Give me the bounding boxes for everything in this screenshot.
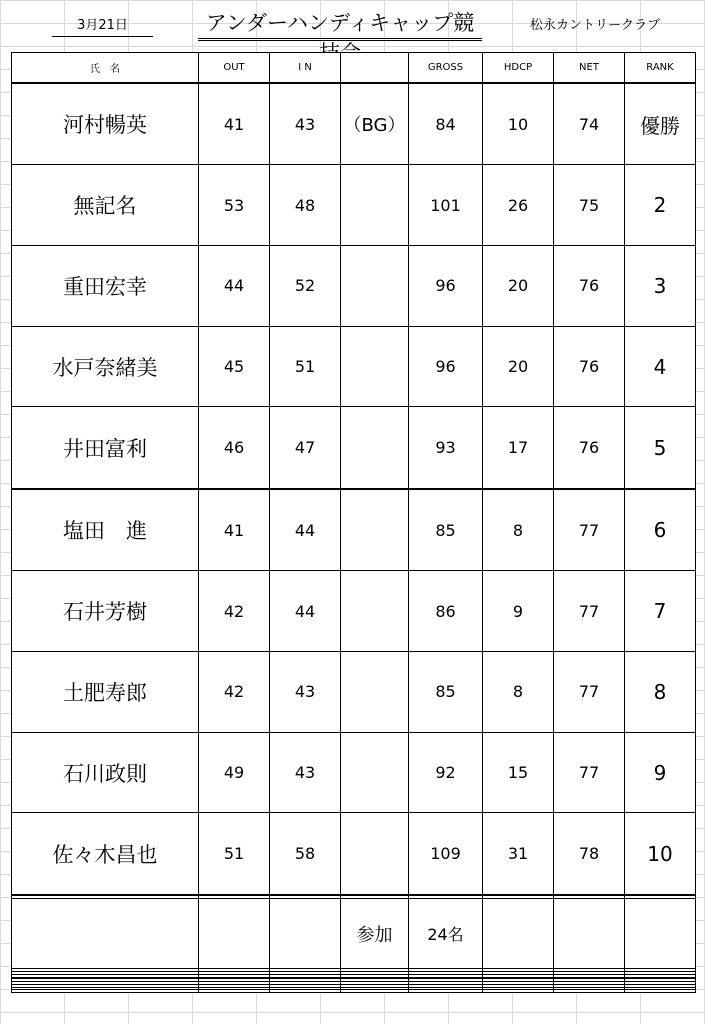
column-header-hdcp: HDCP — [483, 53, 554, 84]
column-header-note — [341, 53, 409, 84]
net-score: 77 — [554, 571, 625, 652]
net-score: 76 — [554, 407, 625, 489]
date-label: 3月21日 — [52, 16, 153, 37]
net-score: 78 — [554, 813, 625, 895]
out-score: 46 — [199, 407, 270, 489]
table-row — [12, 489, 696, 571]
net-score: 75 — [554, 165, 625, 246]
participants-label: 参加 — [341, 899, 409, 969]
player-name: 石井芳樹 — [12, 571, 199, 652]
net-score: 77 — [554, 489, 625, 571]
empty-row — [12, 990, 696, 993]
out-score: 51 — [199, 813, 270, 895]
note-cell — [341, 326, 409, 407]
hdcp-value: 31 — [483, 813, 554, 895]
note-cell — [341, 813, 409, 895]
hdcp-value: 26 — [483, 165, 554, 246]
table-row — [12, 571, 696, 652]
note-cell — [341, 165, 409, 246]
player-name: 水戸奈緒美 — [12, 326, 199, 407]
table-row — [12, 165, 696, 246]
out-score: 53 — [199, 165, 270, 246]
out-score: 44 — [199, 246, 270, 327]
rank-value: 4 — [625, 326, 696, 407]
gross-score: 85 — [409, 489, 483, 571]
net-score: 76 — [554, 246, 625, 327]
participants-count: 24名 — [409, 899, 483, 969]
player-name: 井田富利 — [12, 407, 199, 489]
note-cell — [341, 407, 409, 489]
rank-value: 10 — [625, 813, 696, 895]
rank-value: 8 — [625, 652, 696, 733]
net-score: 77 — [554, 652, 625, 733]
in-score: 51 — [270, 326, 341, 407]
table-header-row — [12, 53, 696, 84]
column-header-net: NET — [554, 53, 625, 84]
gross-score: 85 — [409, 652, 483, 733]
hdcp-value: 17 — [483, 407, 554, 489]
note-cell — [341, 571, 409, 652]
out-score: 49 — [199, 732, 270, 813]
hdcp-value: 8 — [483, 489, 554, 571]
table-row — [12, 652, 696, 733]
rank-value: 7 — [625, 571, 696, 652]
in-score: 43 — [270, 732, 341, 813]
in-score: 44 — [270, 571, 341, 652]
gross-score: 109 — [409, 813, 483, 895]
hdcp-value: 15 — [483, 732, 554, 813]
table-row — [12, 813, 696, 895]
gross-score: 84 — [409, 83, 483, 165]
column-header-rank: RANK — [625, 53, 696, 84]
rank-value: 優勝 — [625, 83, 696, 165]
out-score: 41 — [199, 83, 270, 165]
note-cell — [341, 246, 409, 327]
rank-value: 3 — [625, 246, 696, 327]
player-name: 土肥寿郎 — [12, 652, 199, 733]
player-name: 河村暢英 — [12, 83, 199, 165]
rank-value: 9 — [625, 732, 696, 813]
hdcp-value: 8 — [483, 652, 554, 733]
rank-value: 2 — [625, 165, 696, 246]
column-header-name: 氏 名 — [12, 53, 199, 84]
rank-value: 6 — [625, 489, 696, 571]
gross-score: 101 — [409, 165, 483, 246]
table-row — [12, 246, 696, 327]
hdcp-value: 10 — [483, 83, 554, 165]
hdcp-value: 20 — [483, 246, 554, 327]
table-row — [12, 326, 696, 407]
gross-score: 96 — [409, 246, 483, 327]
column-header-out: OUT — [199, 53, 270, 84]
in-score: 43 — [270, 652, 341, 733]
net-score: 76 — [554, 326, 625, 407]
out-score: 45 — [199, 326, 270, 407]
note-cell — [341, 732, 409, 813]
player-name: 塩田 進 — [12, 489, 199, 571]
net-score: 77 — [554, 732, 625, 813]
net-score: 74 — [554, 83, 625, 165]
out-score: 42 — [199, 571, 270, 652]
gross-score: 93 — [409, 407, 483, 489]
results-table — [11, 52, 696, 993]
column-header-in: I N — [270, 53, 341, 84]
table-row — [12, 732, 696, 813]
note-cell — [341, 652, 409, 733]
note-cell: （BG） — [341, 83, 409, 165]
table-row — [12, 83, 696, 165]
in-score: 58 — [270, 813, 341, 895]
page-title: アンダーハンディキャップ競 — [198, 8, 482, 41]
gross-score: 92 — [409, 732, 483, 813]
gross-score: 86 — [409, 571, 483, 652]
player-name: 重田宏幸 — [12, 246, 199, 327]
column-header-gross: GROSS — [409, 53, 483, 84]
out-score: 42 — [199, 652, 270, 733]
in-score: 44 — [270, 489, 341, 571]
rank-value: 5 — [625, 407, 696, 489]
gross-score: 96 — [409, 326, 483, 407]
in-score: 52 — [270, 246, 341, 327]
participants-row — [12, 899, 696, 969]
in-score: 48 — [270, 165, 341, 246]
hdcp-value: 20 — [483, 326, 554, 407]
hdcp-value: 9 — [483, 571, 554, 652]
table-row — [12, 407, 696, 489]
player-name: 無記名 — [12, 165, 199, 246]
in-score: 47 — [270, 407, 341, 489]
player-name: 佐々木昌也 — [12, 813, 199, 895]
out-score: 41 — [199, 489, 270, 571]
note-cell — [341, 489, 409, 571]
club-name: 松永カントリークラブ — [529, 18, 660, 33]
in-score: 43 — [270, 83, 341, 165]
player-name: 石川政則 — [12, 732, 199, 813]
